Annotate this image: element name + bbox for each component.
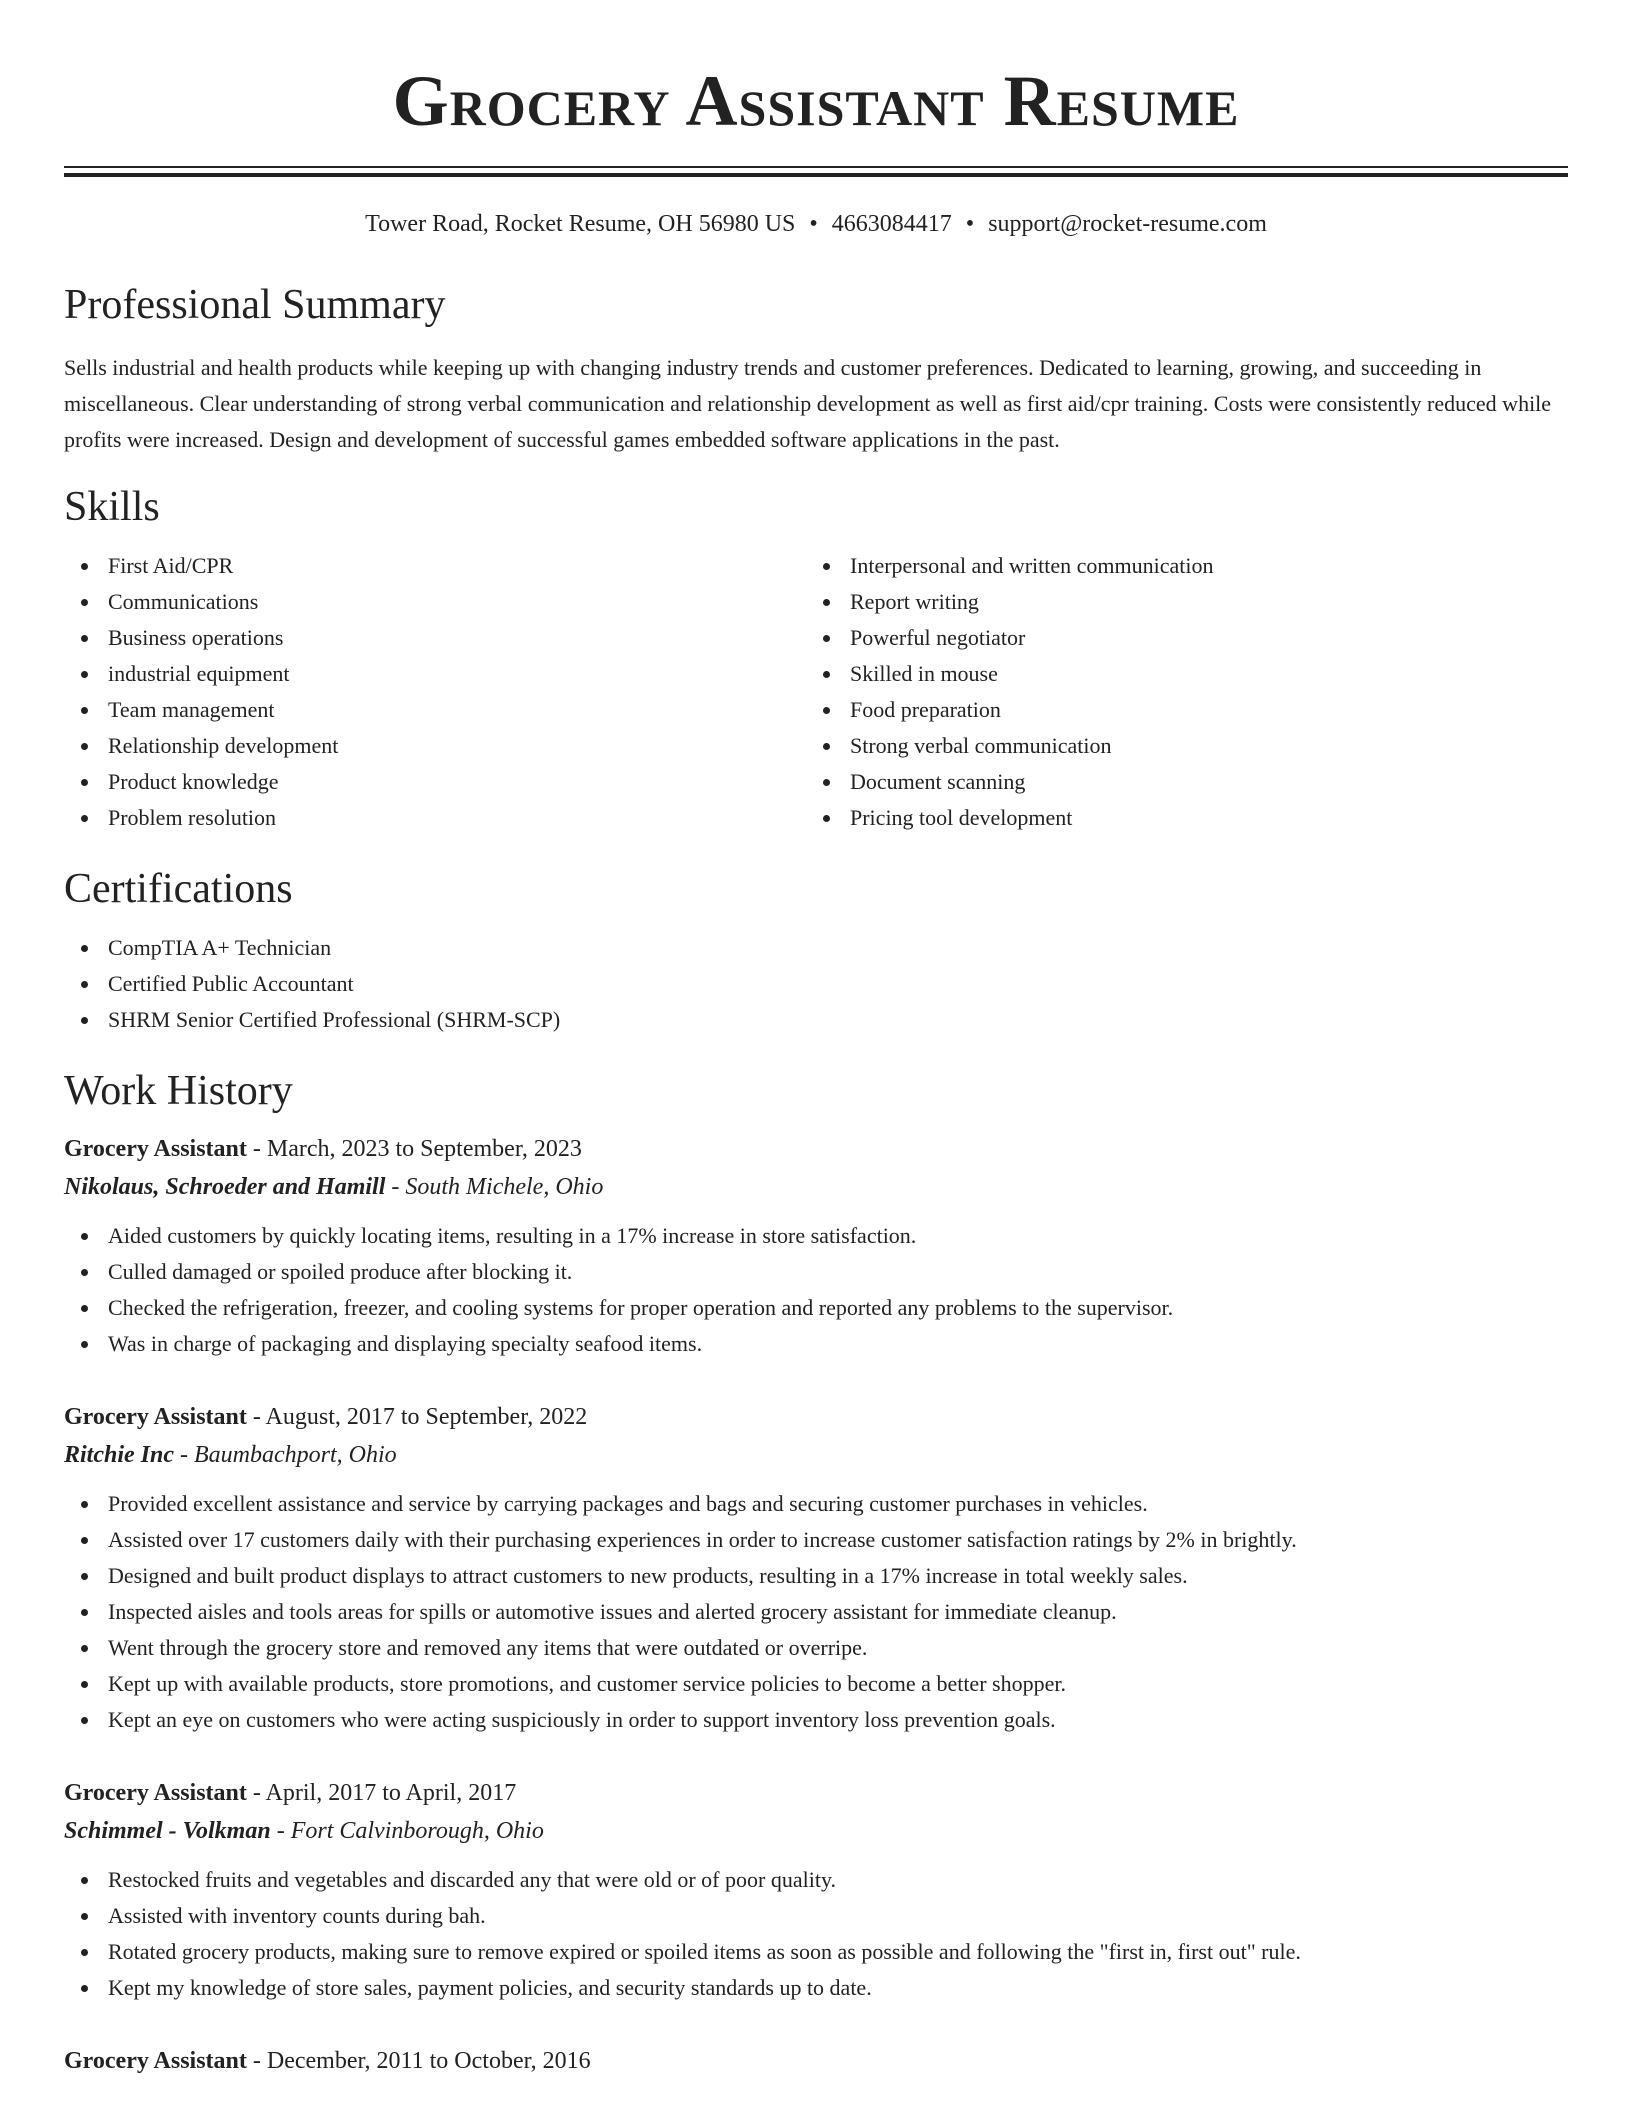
job-duty-item: Rotated grocery products, making sure to remove expired or spoiled items as soon as possible and following the "first in, first out" rule. [64, 1934, 1568, 1970]
job-duty-item: Was in charge of packaging and displaying specialty seafood items. [64, 1326, 1568, 1362]
certification-item: CompTIA A+ Technician [64, 930, 1568, 966]
job-dates: April, 2017 to April, 2017 [265, 1780, 517, 1806]
skill-item: industrial equipment [64, 656, 806, 692]
work-history-heading: Work History [64, 1068, 293, 1114]
job-duty-item: Checked the refrigeration, freezer, and cooling systems for proper operation and reported any problems to the supervisor. [64, 1290, 1568, 1326]
job-header [64, 2042, 1568, 2080]
work-history-list [64, 1130, 1568, 2080]
skill-item: Pricing tool development [806, 800, 1548, 836]
job-header [64, 1130, 1568, 1168]
resume-title: Grocery Assistant Resume [392, 61, 1240, 141]
job-dates: March, 2023 to September, 2023 [266, 1136, 582, 1162]
skill-item: Report writing [806, 584, 1548, 620]
job-duty-item: Kept my knowledge of store sales, payment policies, and security standards up to date. [64, 1970, 1568, 2006]
job-header [64, 1398, 1568, 1436]
job-duties-list [64, 1486, 1568, 1738]
resume-page [64, 0, 1568, 2080]
job-dates: August, 2017 to September, 2022 [265, 1404, 588, 1430]
contact-separator: • [809, 211, 818, 237]
job-title: Grocery Assistant [64, 2048, 247, 2074]
summary-heading: Professional Summary [64, 282, 446, 328]
certification-item: Certified Public Accountant [64, 966, 1568, 1002]
skill-item: Communications [64, 584, 806, 620]
job-duty-item: Aided customers by quickly locating items, resulting in a 17% increase in store satisfaction. [64, 1218, 1568, 1254]
job-title: Grocery Assistant [64, 1780, 247, 1806]
certifications-heading: Certifications [64, 866, 293, 912]
skill-item: Document scanning [806, 764, 1548, 800]
certifications-list [64, 930, 1568, 1038]
job-location: Fort Calvinborough, Ohio [290, 1818, 544, 1844]
contact-address: Tower Road, Rocket Resume, OH 56980 US [365, 211, 796, 237]
skill-item: Powerful negotiator [806, 620, 1548, 656]
job-duty-item: Culled damaged or spoiled produce after blocking it. [64, 1254, 1568, 1290]
skill-item: First Aid/CPR [64, 548, 806, 584]
job-dash: - [246, 1780, 266, 1806]
job-dash: - [385, 1174, 406, 1200]
job-duty-item: Assisted with inventory counts during bah. [64, 1898, 1568, 1934]
skills-columns [64, 548, 1568, 836]
contact-line [64, 208, 1568, 240]
job-employer [64, 1168, 1568, 1206]
job-company: Schimmel - Volkman [64, 1818, 271, 1844]
skill-item: Relationship development [64, 728, 806, 764]
skill-item: Food preparation [806, 692, 1548, 728]
job-duties-list [64, 1862, 1568, 2006]
job-duty-item: Designed and built product displays to attract customers to new products, resulting in a 17% increase in total weekly sales. [64, 1558, 1568, 1594]
job-employer [64, 1812, 1568, 1850]
title-divider [64, 166, 1568, 176]
job-dash: - [270, 1818, 291, 1844]
job-duty-item: Inspected aisles and tools areas for spills or automotive issues and alerted grocery assistant for immediate cleanup. [64, 1594, 1568, 1630]
contact-phone: 4663084417 [831, 211, 952, 237]
skill-item: Interpersonal and written communication [806, 548, 1548, 584]
skill-item: Business operations [64, 620, 806, 656]
job-location: South Michele, Ohio [405, 1174, 604, 1200]
job-entry [64, 2042, 1568, 2080]
job-duty-item: Provided excellent assistance and service by carrying packages and bags and securing customer purchases in vehicles. [64, 1486, 1568, 1522]
job-company: Ritchie Inc [64, 1442, 175, 1468]
summary-text: Sells industrial and health products while keeping up with changing industry trends and customer preferences. Dedicated to learning, growing, and succeeding in miscellaneous. Clear understanding of strong verbal communication and relationship development as well as first aid/cpr training. Costs were consistently reduced while profits were increased. Design and development of successful games embedded software applications in the past. [64, 355, 1552, 452]
contact-separator: • [965, 211, 975, 237]
job-dash: - [246, 1404, 266, 1430]
skill-item: Problem resolution [64, 800, 806, 836]
skill-item: Product knowledge [64, 764, 806, 800]
skills-list-right [806, 548, 1548, 836]
job-duty-item: Went through the grocery store and removed any items that were outdated or overripe. [64, 1630, 1568, 1666]
skill-item: Strong verbal communication [806, 728, 1548, 764]
skill-item: Skilled in mouse [806, 656, 1548, 692]
job-duty-item: Kept an eye on customers who were acting suspiciously in order to support inventory loss prevention goals. [64, 1702, 1568, 1738]
job-dash: - [246, 2048, 267, 2074]
skill-item: Team management [64, 692, 806, 728]
job-title: Grocery Assistant [64, 1404, 247, 1430]
skills-heading: Skills [64, 484, 160, 530]
job-dates: December, 2011 to October, 2016 [266, 2048, 591, 2074]
job-entry [64, 1398, 1568, 1738]
job-entry [64, 1130, 1568, 1362]
job-header [64, 1774, 1568, 1812]
job-duties-list [64, 1218, 1568, 1362]
skills-list-left [64, 548, 806, 836]
job-dash: - [174, 1442, 195, 1468]
job-entry [64, 1774, 1568, 2006]
job-employer [64, 1436, 1568, 1474]
job-duty-item: Restocked fruits and vegetables and discarded any that were old or of poor quality. [64, 1862, 1568, 1898]
job-title: Grocery Assistant [64, 1136, 247, 1162]
job-duty-item: Kept up with available products, store promotions, and customer service policies to become a better shopper. [64, 1666, 1568, 1702]
job-duty-item: Assisted over 17 customers daily with their purchasing experiences in order to increase customer satisfaction ratings by 2% in brightly. [64, 1522, 1568, 1558]
job-company: Nikolaus, Schroeder and Hamill [64, 1174, 386, 1200]
contact-email[interactable]: support@rocket-resume.com [988, 211, 1267, 237]
job-dash: - [246, 1136, 267, 1162]
certification-item: SHRM Senior Certified Professional (SHRM-SCP) [64, 1002, 1568, 1038]
job-location: Baumbachport, Ohio [194, 1442, 397, 1468]
